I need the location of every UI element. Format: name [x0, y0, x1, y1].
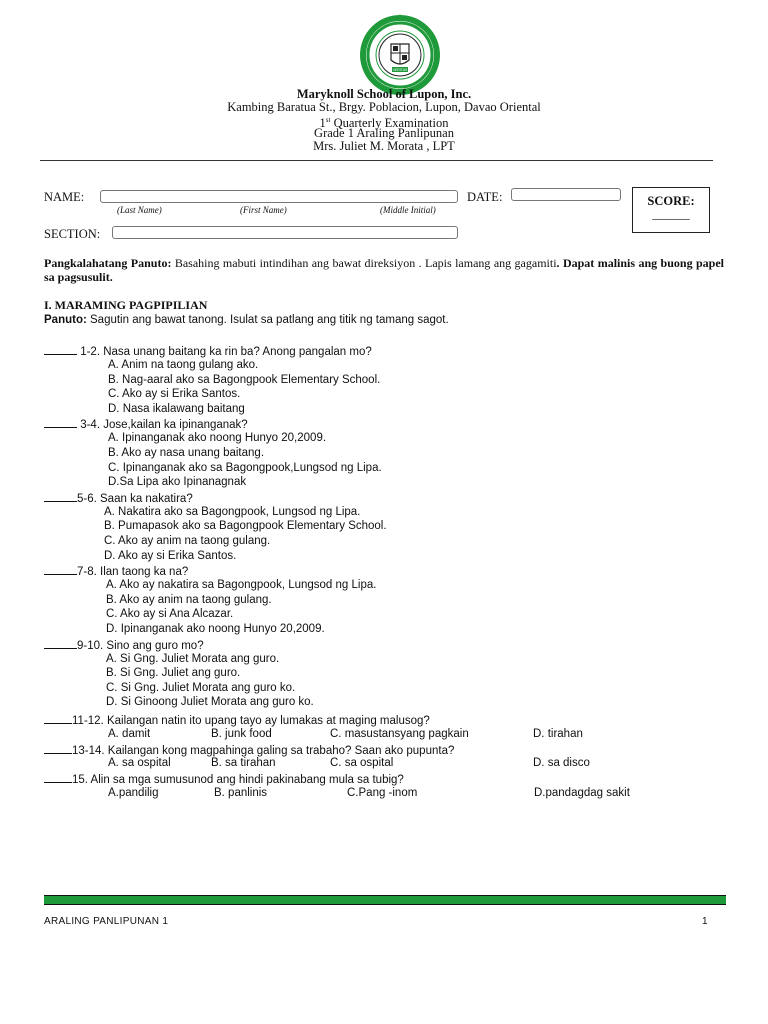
choice-d: D. Ipinanganak ako noong Hunyo 20,2009.	[106, 623, 325, 635]
choice-a: A. Nakatira ako sa Bagongpook, Lungsod ng Lipa.	[104, 505, 361, 518]
section-field[interactable]	[112, 226, 458, 239]
footer-bar	[44, 895, 726, 905]
exam-sup: st	[325, 116, 331, 124]
question-text: 13-14. Kailangan kong magpahinga galing sa trabaho? Saan ako pupunta?	[72, 745, 455, 757]
choice-d: D. tirahan	[533, 728, 583, 740]
choice-c: C. masustansyang pagkain	[330, 728, 469, 740]
answer-blank[interactable]	[44, 713, 72, 724]
answer-blank[interactable]	[44, 743, 72, 754]
choice-b: B. Ako ay anim na taong gulang.	[106, 593, 272, 606]
question-text: 7-8. Ilan taong ka na?	[77, 566, 189, 579]
choice-c: C. Ako ay si Ana Alcazar.	[106, 608, 234, 621]
question-text: 1-2. Nasa unang baitang ka rin ba? Anong pangalan mo?	[77, 346, 372, 358]
question-text: 11-12. Kailangan natin ito upang tayo ay lumakas at maging malusog?	[72, 715, 430, 727]
question-text: 3-4. Jose,kailan ka ipinanganak?	[77, 419, 248, 432]
choice-a: A. Ako ay nakatira sa Bagongpook, Lungsod ng Lipa.	[106, 579, 377, 592]
question-9	[44, 638, 204, 652]
choice-b: B. junk food	[211, 728, 272, 740]
choice-c: C. sa ospital	[330, 757, 394, 769]
exam-subject: Grade 1 Araling Panlipunan	[314, 126, 454, 140]
instructions-text: Basahing mabuti intindihan ang bawat direksiyon . Lapis lamang ang gagamiti	[171, 256, 557, 270]
question-13	[44, 743, 454, 757]
answer-blank[interactable]	[44, 638, 77, 649]
question-3	[44, 417, 248, 431]
teacher-name: Mrs. Juliet M. Morata , LPT	[313, 139, 455, 153]
choice-a: A. Anim na taong gulang ako.	[108, 359, 259, 371]
answer-blank[interactable]	[44, 564, 77, 575]
section-title: I. MARAMING PAGPIPILIAN	[44, 298, 208, 312]
score-blank: ______	[652, 207, 690, 221]
choice-c: C. Si Gng. Juliet Morata ang guro ko.	[106, 681, 296, 694]
score-box	[632, 187, 710, 233]
panuto-label: Panuto:	[44, 314, 87, 326]
choice-b: B. sa tirahan	[211, 757, 276, 769]
section-directions	[44, 314, 449, 326]
question-text: 5-6. Saan ka nakatira?	[77, 492, 193, 505]
question-text: 9-10. Sino ang guro mo?	[77, 639, 204, 652]
choice-c: C. Ipinanganak ako sa Bagongpook,Lungsod ng Lipa.	[108, 461, 382, 474]
exam-number: 1	[319, 116, 326, 131]
choice-d: D.pandagdag sakit	[534, 787, 630, 799]
question-text: 15. Alin sa mga sumusunod ang hindi pakinabang mula sa tubig?	[72, 774, 404, 786]
choice-b: B. Nag-aaral ako sa Bagongpook Elementary School.	[108, 373, 381, 386]
school-address: Kambing Baratua St., Brgy. Poblacion, Lupon, Davao Oriental	[227, 100, 541, 114]
instructions-label: Pangkalahatang Panuto:	[44, 256, 172, 270]
choice-c: C. Ako ay anim na taong gulang.	[104, 535, 271, 547]
last-name-hint: (Last Name)	[117, 205, 162, 215]
first-name-hint: (First Name)	[240, 205, 287, 215]
general-instructions	[44, 256, 724, 284]
choice-b: B. Ako ay nasa unang baitang.	[108, 447, 265, 459]
choice-d: D. Si Ginoong Juliet Morata ang guro ko.	[106, 696, 314, 709]
answer-blank[interactable]	[44, 491, 77, 502]
panuto-text: Sagutin ang bawat tanong. Isulat sa patlang ang titik ng tamang sagot.	[86, 314, 449, 326]
choice-c: C.Pang -inom	[347, 787, 418, 799]
choice-b: B. Pumapasok ako sa Bagongpook Elementary School.	[104, 520, 387, 533]
choice-c: C. Ako ay si Erika Santos.	[108, 388, 241, 401]
question-5	[44, 491, 193, 505]
middle-initial-hint: (Middle Initial)	[380, 205, 436, 215]
school-seal-logo	[359, 14, 441, 96]
choice-a: A. Si Gng. Juliet Morata ang guro.	[106, 652, 280, 665]
answer-blank[interactable]	[44, 417, 77, 428]
name-field[interactable]	[100, 190, 458, 203]
choice-a: A. sa ospital	[108, 757, 171, 769]
choice-a: A.pandilig	[108, 787, 159, 799]
answer-blank[interactable]	[44, 772, 72, 783]
choice-b: B. Si Gng. Juliet ang guro.	[106, 667, 241, 680]
section-label: SECTION:	[44, 227, 101, 241]
choice-a: A. Ipinanganak ako noong Hunyo 20,2009.	[108, 432, 327, 445]
question-1	[44, 344, 372, 358]
choice-d: D.Sa Lipa ako Ipinanagnak	[108, 476, 247, 489]
instructions-bold-end: Dapat malinis ang buong papel sa pagsusulit.	[44, 256, 724, 284]
date-field[interactable]	[511, 188, 621, 201]
school-name: Maryknoll School of Lupon, Inc.	[296, 87, 472, 101]
score-label: SCORE:	[647, 194, 695, 208]
seal-motto: VERITAS	[392, 68, 408, 72]
date-label: DATE:	[467, 190, 503, 204]
choice-d: D. Nasa ikalawang baitang	[108, 402, 245, 415]
choice-d: D. Ako ay si Erika Santos.	[104, 549, 237, 562]
page-number: 1	[702, 916, 708, 927]
footer-subject: ARALING PANLIPUNAN 1	[44, 916, 169, 927]
question-7	[44, 564, 188, 578]
exam-rest: Quarterly Examination	[330, 116, 449, 131]
choice-b: B. panlinis	[214, 787, 268, 799]
question-15	[44, 772, 404, 786]
question-11	[44, 713, 430, 727]
choice-a: A. damit	[108, 728, 151, 740]
name-label: NAME:	[44, 190, 85, 204]
header-divider	[40, 160, 713, 161]
instructions-dot: .	[556, 256, 563, 270]
choice-d: D. sa disco	[533, 757, 590, 769]
answer-blank[interactable]	[44, 344, 77, 355]
